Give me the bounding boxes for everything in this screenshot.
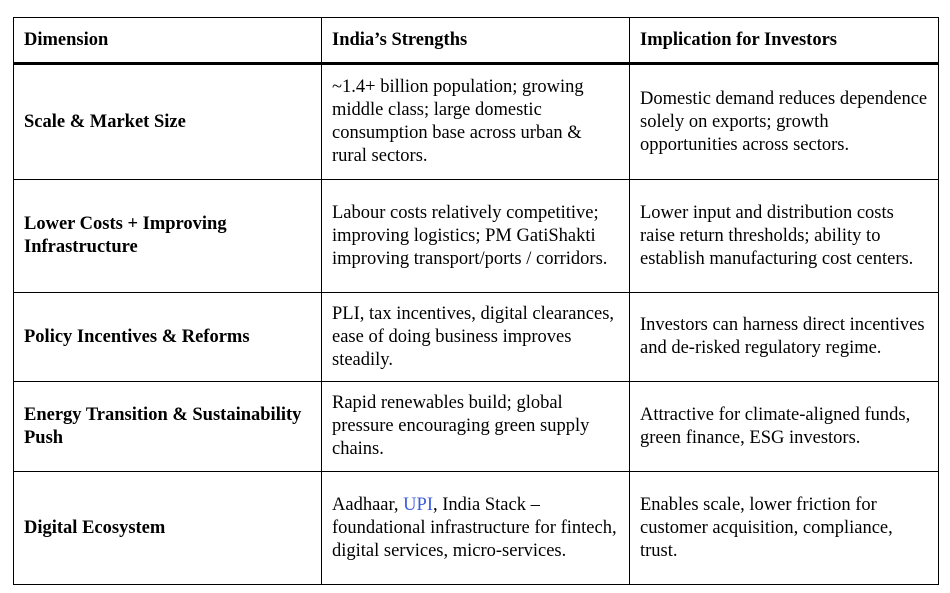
table-row [14, 382, 939, 472]
strengths-text-prefix: Aadhaar, [332, 494, 404, 515]
table-row [14, 180, 939, 293]
strengths-cell: Rapid renewables build; global pressure encouraging green supply chains. [322, 382, 630, 472]
dimension-cell: Lower Costs + Improving Infrastructure [14, 180, 322, 293]
table-row [14, 472, 939, 585]
upi-link[interactable]: UPI [403, 494, 433, 515]
table-header-row [14, 18, 939, 64]
implication-cell: Attractive for climate-aligned funds, green finance, ESG investors. [630, 382, 939, 472]
comparison-table-container [13, 17, 938, 585]
dimension-cell: Policy Incentives & Reforms [14, 293, 322, 382]
table-row [14, 293, 939, 382]
header-strengths: India’s Strengths [322, 18, 630, 64]
header-dimension: Dimension [14, 18, 322, 64]
implication-cell: Lower input and distribution costs raise return thresholds; ability to establish manufacturing cost centers. [630, 180, 939, 293]
strengths-cell: Labour costs relatively competitive; improving logistics; PM GatiShakti improving transport/ports / corridors. [322, 180, 630, 293]
header-implication: Implication for Investors [630, 18, 939, 64]
implication-cell: Domestic demand reduces dependence solely on exports; growth opportunities across sectors. [630, 64, 939, 180]
comparison-table [13, 17, 939, 585]
strengths-cell: ~1.4+ billion population; growing middle class; large domestic consumption base across urban & rural sectors. [322, 64, 630, 180]
strengths-cell [322, 472, 630, 585]
implication-cell: Enables scale, lower friction for customer acquisition, compliance, trust. [630, 472, 939, 585]
dimension-cell: Digital Ecosystem [14, 472, 322, 585]
implication-cell: Investors can harness direct incentives and de-risked regulatory regime. [630, 293, 939, 382]
strengths-cell: PLI, tax incentives, digital clearances, ease of doing business improves steadily. [322, 293, 630, 382]
dimension-cell: Energy Transition & Sustainability Push [14, 382, 322, 472]
table-row [14, 64, 939, 180]
dimension-cell: Scale & Market Size [14, 64, 322, 180]
strengths-text-suffix: , India Stack – foundational infrastructure for fintech, digital services, micro-services. [332, 494, 617, 561]
